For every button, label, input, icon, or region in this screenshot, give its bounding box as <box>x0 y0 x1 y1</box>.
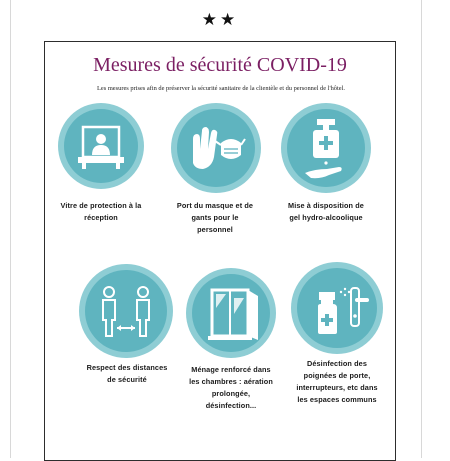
hand-sanitizer-icon <box>281 103 371 193</box>
caption-line: Ménage renforcé dans <box>191 365 271 374</box>
social-distance-icon <box>79 264 173 358</box>
caption-line: Mise à disposition de <box>288 201 364 210</box>
window-cleaning-icon <box>186 268 276 358</box>
caption-line: interrupteurs, etc dans <box>296 383 378 392</box>
caption-line: personnel <box>197 225 233 234</box>
caption-line: désinfection... <box>205 401 257 410</box>
poster-subtitle: Les mesures prises afin de préserver la sécurité sanitaire de la clientèle et du personnel de l'hôtel. <box>97 85 345 92</box>
disinfect-spray-icon <box>291 262 383 354</box>
caption-line: les chambres : aération <box>189 377 273 386</box>
caption-line: poignées de porte, <box>303 371 371 380</box>
caption-line: gants pour le <box>191 213 239 222</box>
caption-line: Désinfection des <box>307 359 367 368</box>
reception-screen-icon <box>58 103 144 189</box>
mask-gloves-icon <box>171 103 261 193</box>
caption-line: Vitre de protection à la <box>60 201 142 210</box>
covid-poster <box>44 41 396 461</box>
poster-title: Mesures de sécurité COVID-19 <box>93 54 347 76</box>
caption-line: réception <box>84 213 118 222</box>
caption-line: les espaces communs <box>297 395 377 404</box>
caption-line: Port du masque et de <box>176 201 254 210</box>
caption-line: de sécurité <box>107 375 147 384</box>
star-rating: ★★ <box>201 10 239 29</box>
caption-line: gel hydro-alcoolique <box>289 213 363 222</box>
caption-line: Respect des distances <box>86 363 168 372</box>
caption-line: prolongée, <box>211 389 251 398</box>
